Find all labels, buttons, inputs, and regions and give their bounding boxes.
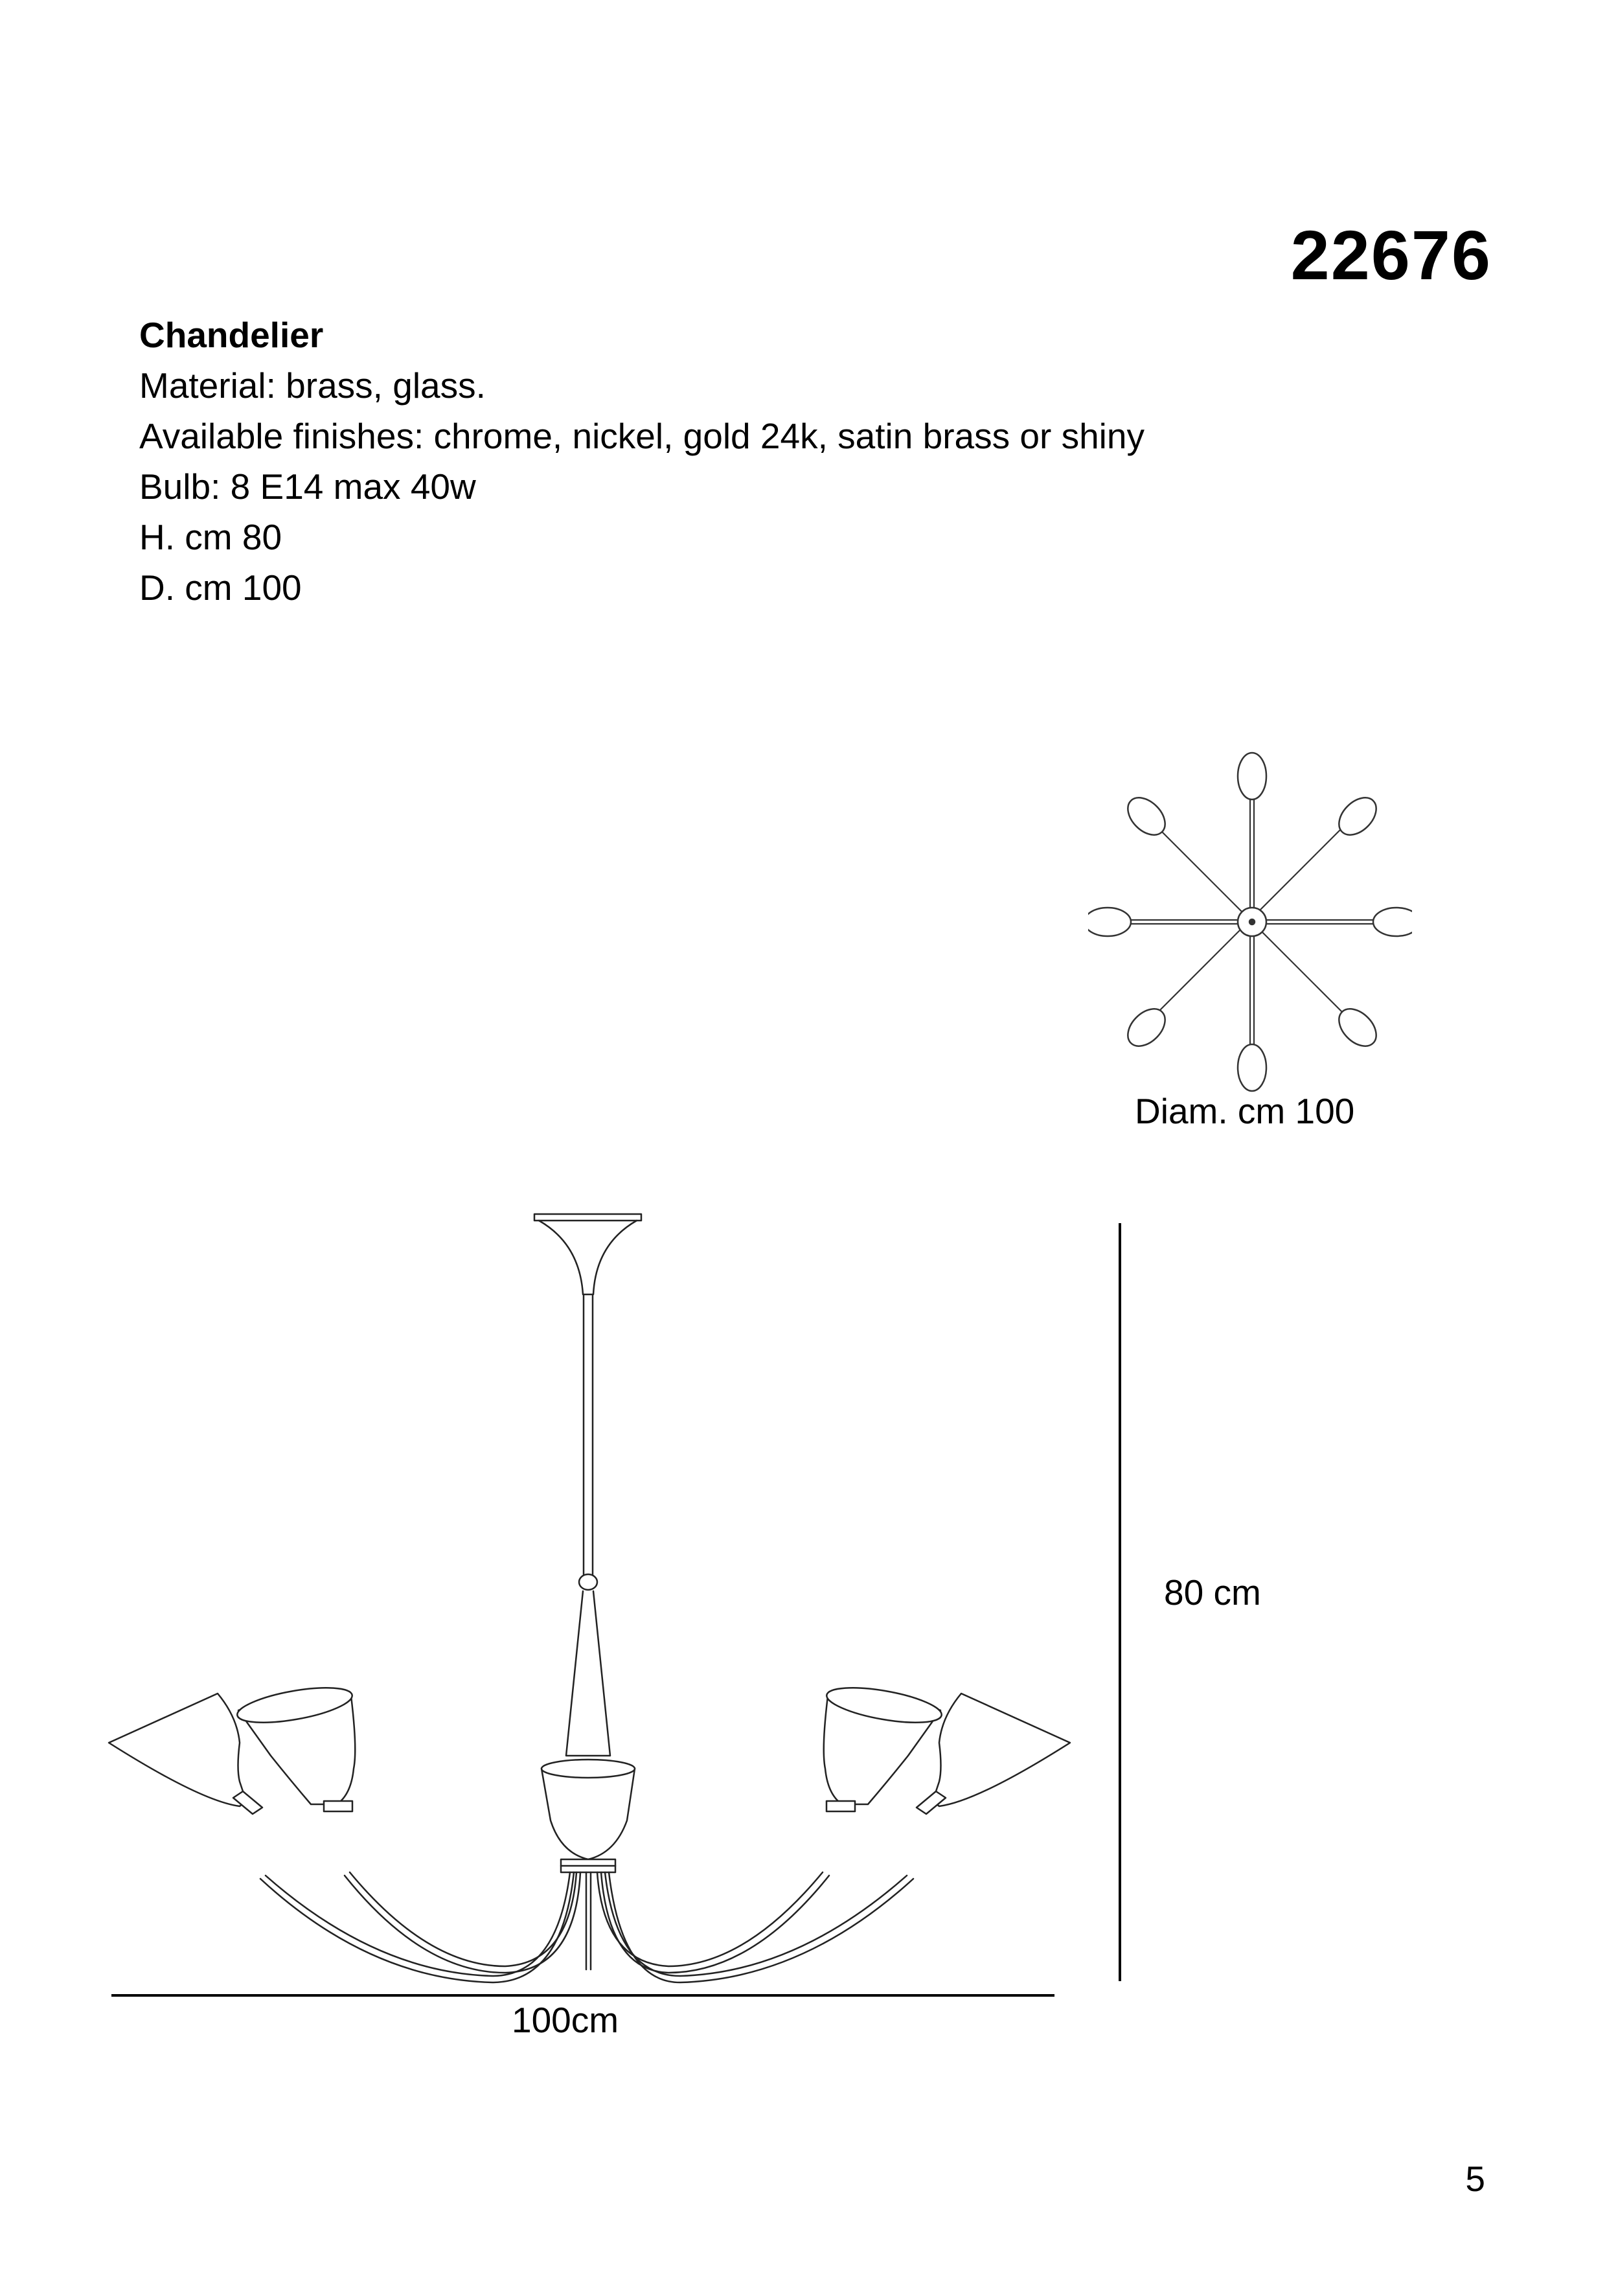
- page-number: 5: [1465, 2159, 1485, 2199]
- spec-material: Material: brass, glass.: [139, 365, 486, 406]
- height-dimension-line: [1119, 1223, 1121, 1981]
- spec-bulb: Bulb: 8 E14 max 40w: [139, 466, 476, 507]
- width-dimension-label: 100cm: [512, 2000, 619, 2040]
- spec-block: [139, 310, 1145, 613]
- spec-diameter: D. cm 100: [139, 568, 302, 608]
- product-name: Chandelier: [139, 315, 324, 355]
- spec-finishes: Available finishes: chrome, nickel, gold 24k, satin brass or shiny: [139, 416, 1145, 456]
- chandelier-top-view-drawing: [1088, 745, 1412, 1095]
- product-code: 22676: [1290, 216, 1492, 294]
- spec-height: H. cm 80: [139, 517, 282, 557]
- top-view-diameter-label: Diam. cm 100: [1135, 1091, 1355, 1131]
- height-dimension-label: 80 cm: [1164, 1572, 1261, 1613]
- width-dimension-line: [111, 1994, 1054, 1997]
- chandelier-side-view-drawing: [104, 1199, 1075, 2002]
